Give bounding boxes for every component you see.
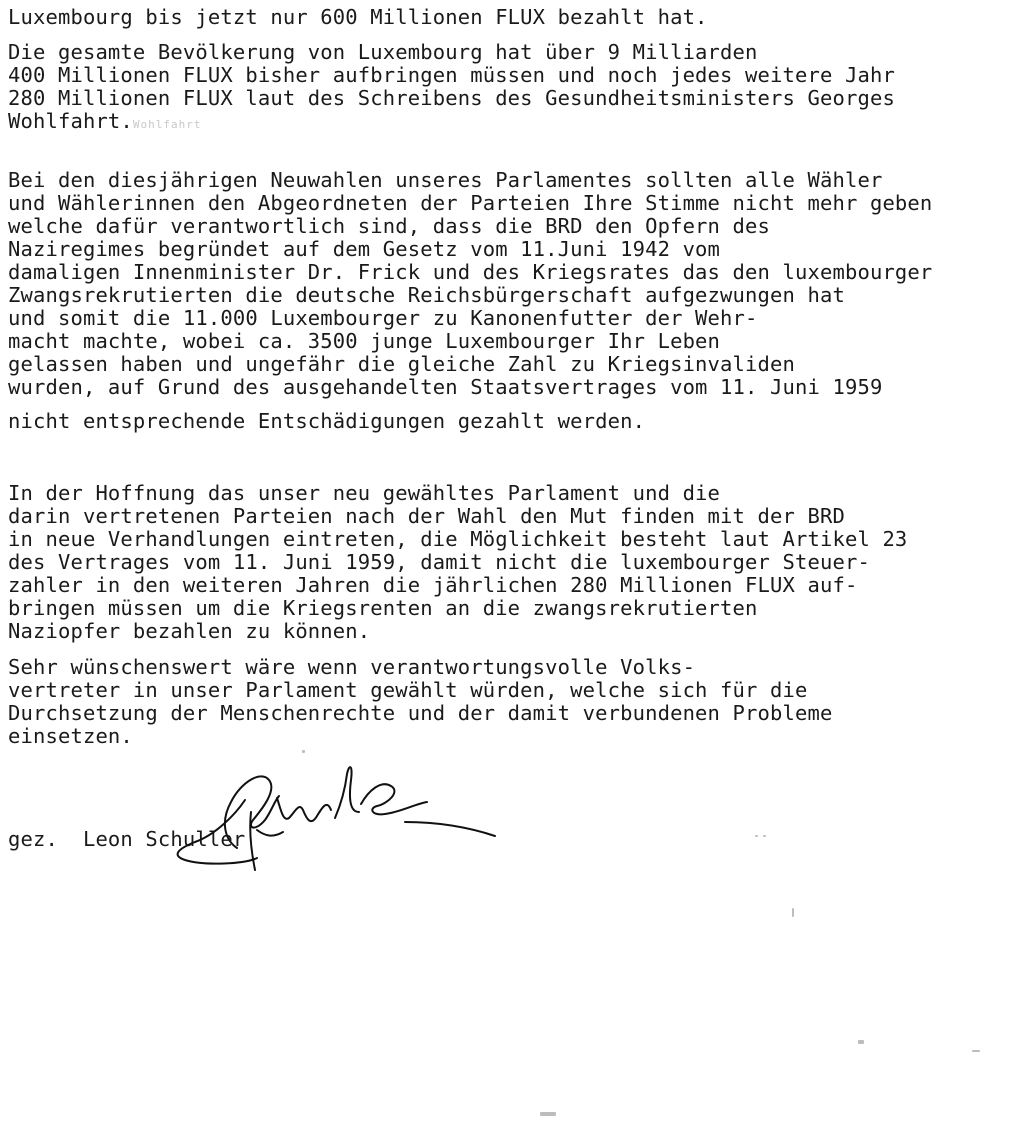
- scan-speck: [792, 908, 794, 917]
- text-line: Naziregimes begründet auf dem Gesetz vom 11.Juni 1942 vom: [8, 237, 721, 261]
- scan-speck: [858, 1040, 864, 1044]
- text-line: und somit die 11.000 Luxembourger zu Kanonenfutter der Wehr-: [8, 306, 758, 330]
- paragraph-1: [8, 6, 708, 29]
- text-line: 280 Millionen FLUX laut des Schreibens des Gesundheitsministers Georges: [8, 86, 895, 110]
- text-line: des Vertrages vom 11. Juni 1959, damit nicht die luxembourger Steuer-: [8, 550, 870, 574]
- text-fragment: Wohlfahrt.: [8, 109, 133, 133]
- text-line: 400 Millionen FLUX bisher aufbringen müssen und noch jedes weitere Jahr: [8, 63, 895, 87]
- text-line: Zwangsrekrutierten die deutsche Reichsbürgerschaft aufgezwungen hat: [8, 283, 845, 307]
- text-line: welche dafür verantwortlich sind, dass die BRD den Opfern des: [8, 214, 771, 238]
- scan-speck: [755, 835, 758, 837]
- scan-speck: [540, 1112, 556, 1116]
- paragraph-6: [8, 656, 832, 748]
- paragraph-2: [8, 41, 895, 136]
- text-line: In der Hoffnung das unser neu gewähltes Parlament und die: [8, 481, 721, 505]
- text-line: Sehr wünschenswert wäre wenn verantwortungsvolle Volks-: [8, 655, 696, 679]
- text-line: Die gesamte Bevölkerung von Luxembourg hat über 9 Milliarden: [8, 40, 758, 64]
- text-line: gelassen haben und ungefähr die gleiche Zahl zu Kriegsinvaliden: [8, 352, 795, 376]
- text-line: macht machte, wobei ca. 3500 junge Luxembourger Ihr Leben: [8, 329, 721, 353]
- text-line: damaligen Innenminister Dr. Frick und des Kriegsrates das den luxembourger: [8, 260, 933, 284]
- faint-annotation: Wohlfahrt: [132, 118, 202, 131]
- scan-speck: [302, 750, 305, 753]
- text-line: Bei den diesjährigen Neuwahlen unseres Parlamentes sollten alle Wähler: [8, 168, 883, 192]
- handwritten-signature-icon: [165, 760, 510, 875]
- paragraph-4: [8, 410, 645, 433]
- text-line: darin vertretenen Parteien nach der Wahl den Mut finden mit der BRD: [8, 504, 845, 528]
- text-line: zahler in den weiteren Jahren die jährlichen 280 Millionen FLUX auf-: [8, 573, 858, 597]
- text-line: Durchsetzung der Menschenrechte und der damit verbundenen Probleme: [8, 701, 833, 725]
- paragraph-5: [8, 482, 907, 643]
- text-line: vertreter in unser Parlament gewählt würden, welche sich für die: [8, 678, 808, 702]
- text-line: [8, 110, 895, 136]
- text-line: bringen müssen um die Kriegsrenten an die zwangsrekrutierten: [8, 596, 758, 620]
- text-line: wurden, auf Grund des ausgehandelten Staatsvertrages vom 11. Juni 1959: [8, 375, 883, 399]
- text-line: einsetzen.: [8, 724, 133, 748]
- text-line: in neue Verhandlungen eintreten, die Möglichkeit besteht laut Artikel 23: [8, 527, 908, 551]
- scan-speck: [972, 1050, 980, 1052]
- paragraph-3: [8, 169, 932, 399]
- text-line: Luxembourg bis jetzt nur 600 Millionen FLUX bezahlt hat.: [8, 5, 708, 29]
- scan-speck: [763, 835, 766, 837]
- text-line: nicht entsprechende Entschädigungen gezahlt werden.: [8, 409, 646, 433]
- text-line: und Wählerinnen den Abgeordneten der Parteien Ihre Stimme nicht mehr geben: [8, 191, 933, 215]
- text-line: Naziopfer bezahlen zu können.: [8, 619, 371, 643]
- signature-line-text: gez. Leon Schuller: [8, 827, 246, 851]
